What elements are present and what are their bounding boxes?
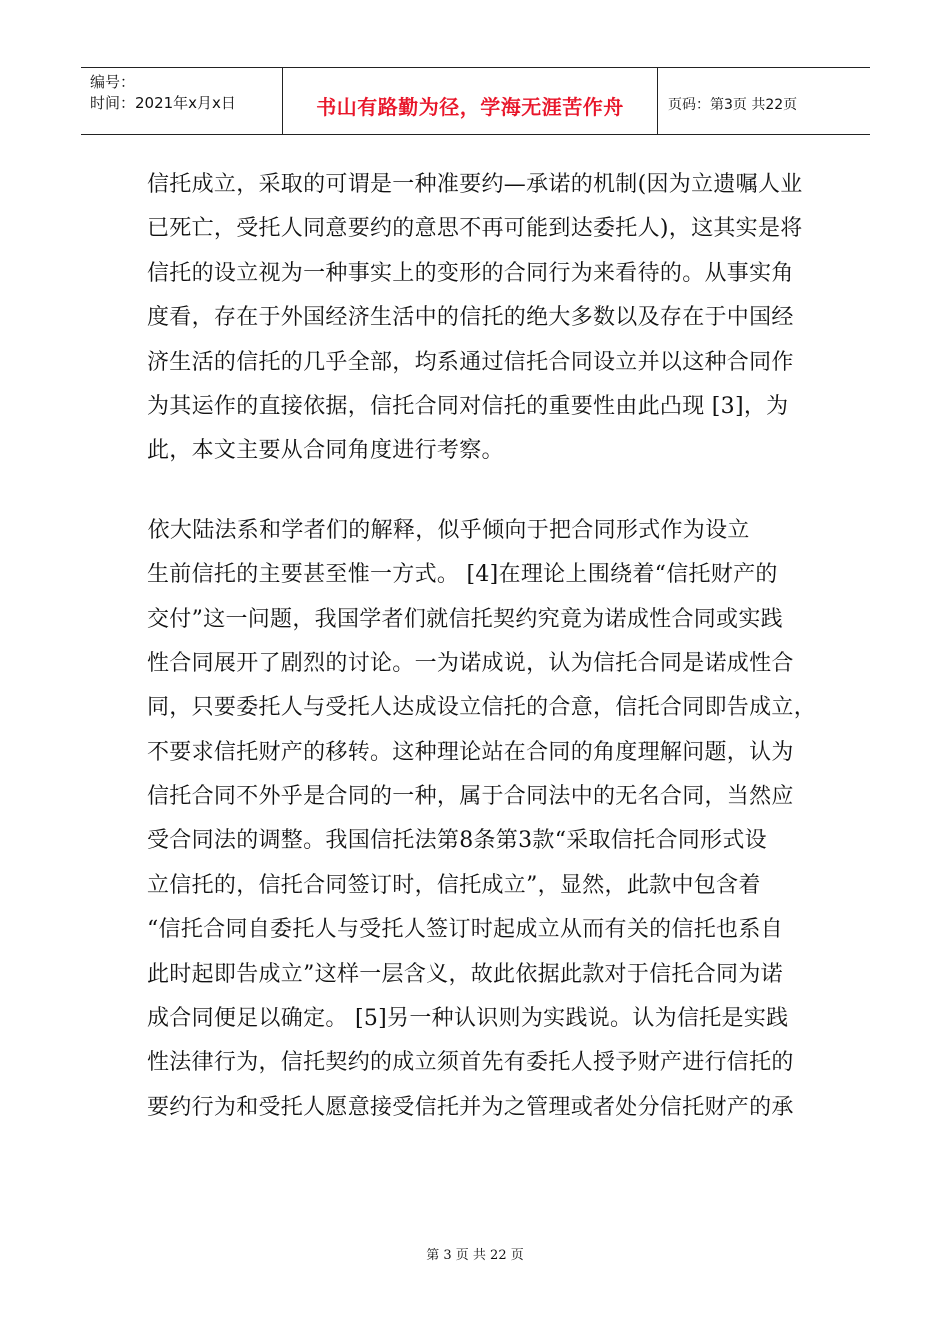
header-motto-cell: [283, 68, 658, 134]
text-line: 生前信托的主要甚至惟一方式。 [4]在理论上围绕着“信托财产的: [147, 562, 778, 588]
text-line: 同，只要委托人与受托人达成设立信托的合意，信托合同即告成立，: [147, 695, 817, 721]
text-line: 度看，存在于外国经济生活中的信托的绝大多数以及存在于中国经: [147, 305, 794, 331]
paragraph-gap: [147, 474, 807, 509]
text-line: 此，本文主要从合同角度进行考察。: [147, 438, 504, 464]
page-footer: 第 3 页 共 22 页: [426, 1248, 524, 1263]
paragraph: [147, 163, 807, 474]
text-line: 受合同法的调整。我国信托法第8条第3款“采取信托合同形式设: [147, 828, 767, 854]
text-line: 立信托的，信托合同签订时，信托成立”，显然，此款中包含着: [147, 872, 761, 898]
text-line: 此时起即告成立”这样一层含义，故此依据此款对于信托合同为诺: [147, 961, 783, 987]
text-line: 性法律行为，信托契约的成立须首先有委托人授予财产进行信托的: [147, 1050, 794, 1076]
document-number-label: 编号：: [90, 73, 136, 91]
header-table: [81, 67, 870, 135]
text-line: 依大陆法系和学者们的解释，似乎倾向于把合同形式作为设立: [103, 517, 750, 543]
text-line: 信托合同不外乎是合同的一种，属于合同法中的无名合同，当然应: [147, 784, 794, 810]
paragraph: [103, 509, 817, 1130]
text-line: 济生活的信托的几乎全部，均系通过信托合同设立并以这种合同作: [147, 349, 794, 375]
text-line: 不要求信托财产的移转。这种理论站在合同的角度理解问题，认为: [147, 739, 794, 765]
text-line: 要约行为和受托人愿意接受信托并为之管理或者处分信托财产的承: [147, 1094, 794, 1120]
motto-text: 书山有路勤为径，学海无涯苦作舟: [316, 95, 624, 119]
text-line: 性合同展开了剧烈的讨论。一为诺成说，认为信托合同是诺成性合: [147, 650, 794, 676]
text-line: 成合同便足以确定。 [5]另一种认识则为实践说。认为信托是实践: [147, 1006, 789, 1032]
text-line: “信托合同自委托人与受托人签订时起成立从而有关的信托也系自: [147, 917, 783, 943]
header-page-number: 页码：第3页 共22页: [668, 97, 798, 113]
text-line: 已死亡，受托人同意要约的意思不再可能到达委托人)，这其实是将: [147, 216, 803, 242]
text-line: 交付”这一问题，我国学者们就信托契约究竟为诺成性合同或实践: [147, 606, 783, 632]
header-info-cell: [81, 68, 283, 134]
header-page-cell: [658, 68, 870, 134]
text-line: 为其运作的直接依据，信托合同对信托的重要性由此凸现 [3]，为: [147, 393, 789, 419]
document-date-label: 时间：2021年x月x日: [90, 94, 236, 112]
text-line: 信托成立，采取的可谓是一种准要约—承诺的机制(因为立遗嘱人业: [147, 172, 803, 197]
document-body: [103, 163, 817, 1130]
text-line: 信托的设立视为一种事实上的变形的合同行为来看待的。从事实角: [147, 260, 794, 286]
